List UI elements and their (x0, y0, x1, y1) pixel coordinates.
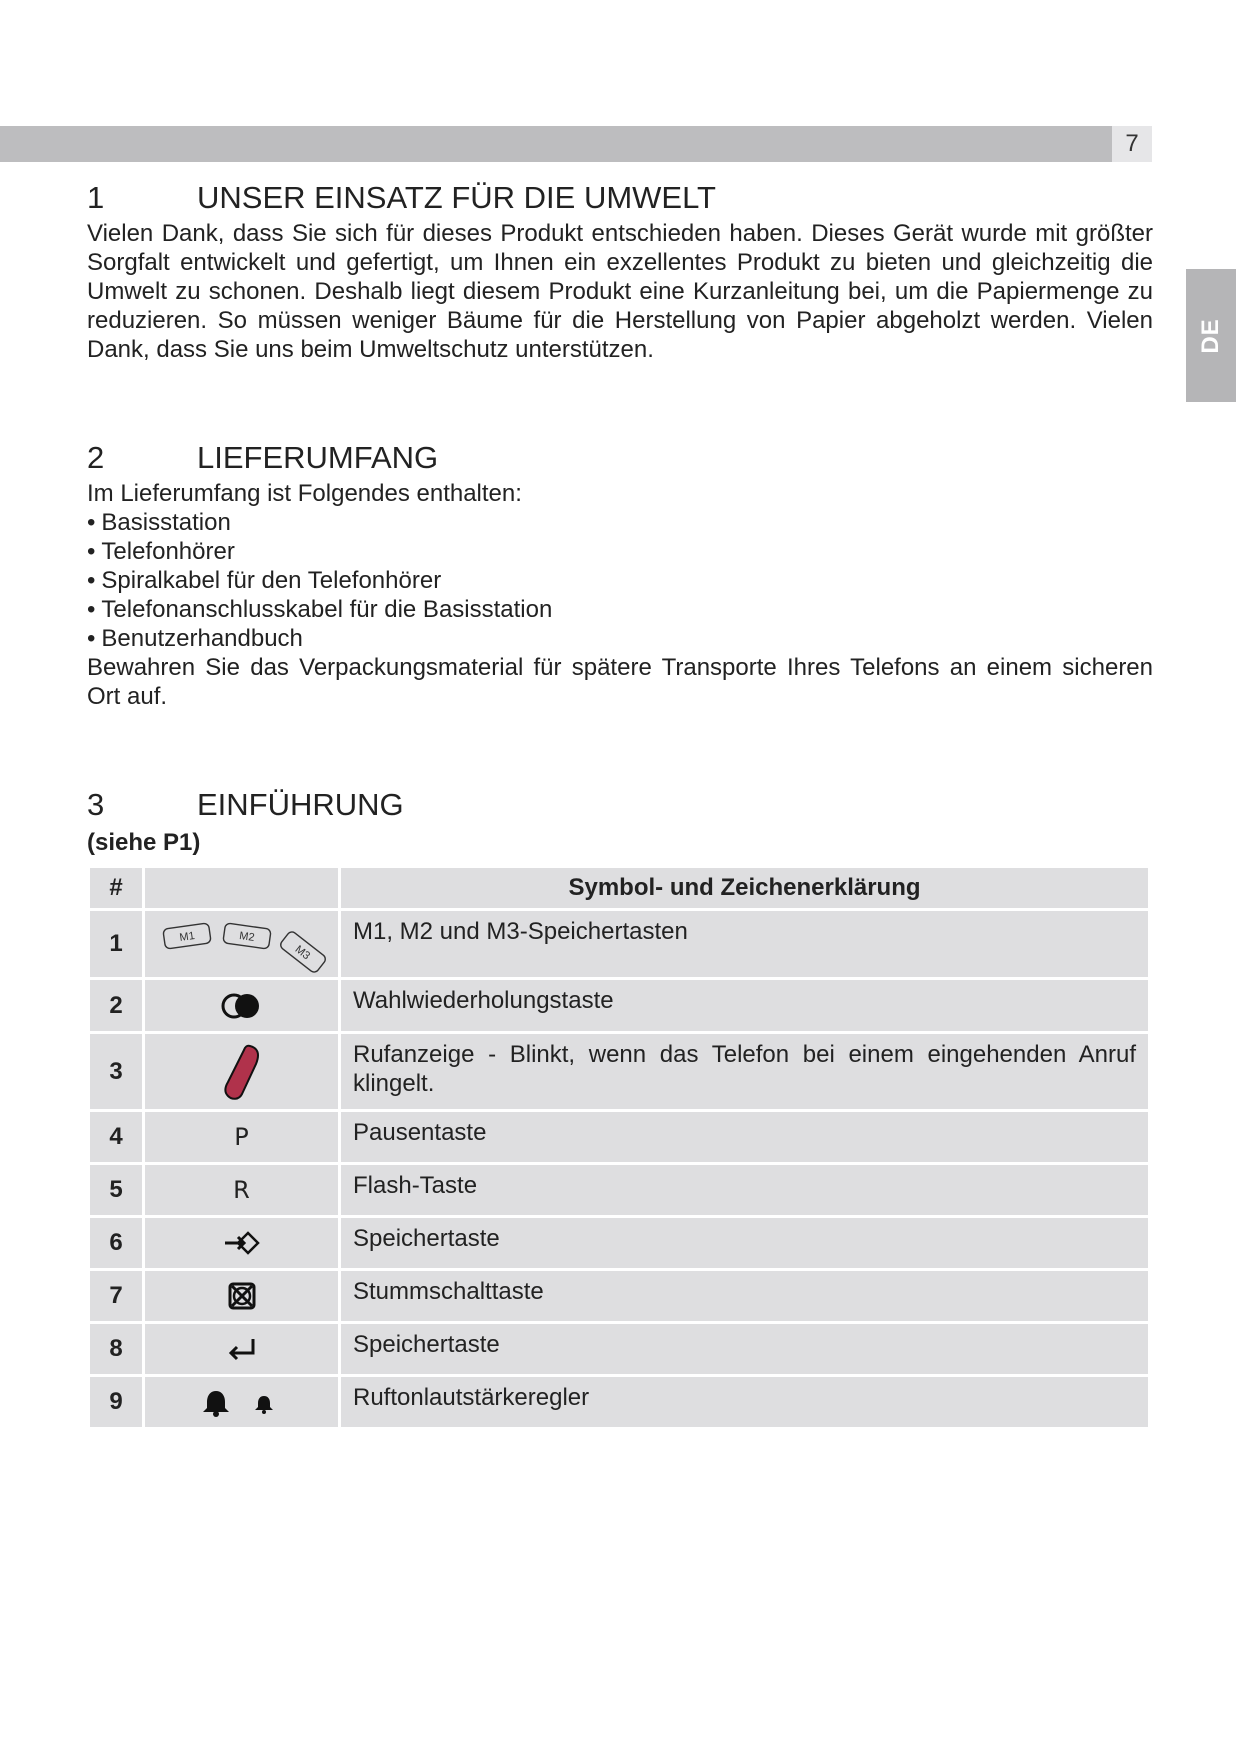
row-number: 4 (90, 1112, 142, 1162)
language-tab-label: DE (1197, 317, 1224, 354)
table-header-row (90, 868, 1148, 908)
section-number: 3 (87, 787, 105, 822)
header-bar (0, 126, 1112, 162)
table-row (90, 911, 1148, 977)
table-row (90, 1218, 1148, 1268)
memory-keys-icon (145, 911, 338, 977)
mute-icon (145, 1271, 338, 1321)
row-number: 8 (90, 1324, 142, 1374)
row-description: M1, M2 und M3-Speichertasten (341, 911, 1148, 977)
list-item: • Basisstation (87, 508, 1153, 537)
paragraph: Im Lieferumfang ist Folgendes enthalten: (87, 480, 522, 507)
row-number: 3 (90, 1034, 142, 1109)
section-body (87, 479, 1153, 711)
section-body (87, 219, 1153, 364)
row-number: 6 (90, 1218, 142, 1268)
row-number: 9 (90, 1377, 142, 1427)
row-description: Wahlwiederholungstaste (341, 980, 1148, 1031)
list-item: • Telefonanschlusskabel für die Basisstation (87, 595, 1153, 624)
table-row (90, 1324, 1148, 1374)
section-subtitle: (siehe P1) (87, 829, 201, 856)
row-description: Pausentaste (341, 1112, 1148, 1162)
table-row (90, 1377, 1148, 1427)
table-row (90, 980, 1148, 1031)
language-tab (1186, 269, 1236, 402)
section-environment (87, 179, 1153, 364)
section-number: 2 (87, 440, 105, 475)
memory-key-label: M2 (237, 929, 255, 944)
page-number: 7 (1112, 126, 1152, 162)
table-row (90, 1271, 1148, 1321)
section-title: UNSER EINSATZ FÜR DIE UMWELT (197, 180, 716, 215)
ring-indicator-icon (145, 1034, 338, 1109)
row-description: Ruftonlautstärkeregler (341, 1377, 1148, 1427)
paragraph: Bewahren Sie das Verpackungsmaterial für spätere Transporte Ihres Telefons an einem sicheren Ort auf. (87, 654, 1153, 710)
row-number: 2 (90, 980, 142, 1031)
pause-icon: P (145, 1112, 338, 1162)
symbol-table (87, 865, 1151, 1430)
table-row (90, 1034, 1148, 1109)
section-title: LIEFERUMFANG (197, 440, 439, 475)
list-item: • Benutzerhandbuch (87, 624, 1153, 653)
bell-volume-icon (145, 1377, 338, 1427)
section-package-contents (87, 439, 1153, 711)
redial-icon (145, 980, 338, 1031)
flash-icon: R (145, 1165, 338, 1215)
enter-arrow-icon (145, 1324, 338, 1374)
row-description: Speichertaste (341, 1218, 1148, 1268)
row-description: Stummschalttaste (341, 1271, 1148, 1321)
list-item: • Telefonhörer (87, 537, 1153, 566)
row-number: 5 (90, 1165, 142, 1215)
section-heading (87, 439, 1153, 477)
row-number: 1 (90, 911, 142, 977)
section-title: EINFÜHRUNG (197, 787, 404, 822)
table-header-description: Symbol- und Zeichenerklärung (341, 868, 1148, 908)
table-row (90, 1165, 1148, 1215)
store-arrow-icon (145, 1218, 338, 1268)
row-description: Flash-Taste (341, 1165, 1148, 1215)
section-heading (87, 179, 1153, 217)
contents-list (87, 508, 1153, 653)
row-description: Rufanzeige - Blinkt, wenn das Telefon bei einem eingehenden Anruf klingelt. (341, 1034, 1148, 1109)
row-description: Speichertaste (341, 1324, 1148, 1374)
paragraph: Vielen Dank, dass Sie sich für dieses Produkt entschieden haben. Dieses Gerät wurde mit größter Sorgfalt entwickelt und gefertigt, um Ihnen ein exzellentes Produkt zu bieten und gleichzeitig die Umwelt zu schonen. Deshalb liegt diesem Produkt eine Kurzanleitung bei, um die Papiermenge zu reduzieren. So müssen weniger Bäume für die Herstellung von Papier abgeholzt werden. Vielen Dank, dass Sie uns beim Umweltschutz unterstützen. (87, 220, 1153, 363)
section-number: 1 (87, 180, 105, 215)
row-number: 7 (90, 1271, 142, 1321)
table-row (90, 1112, 1148, 1162)
table-header-icon (145, 868, 338, 908)
section-heading (87, 786, 1153, 824)
list-item: • Spiralkabel für den Telefonhörer (87, 566, 1153, 595)
section-introduction (87, 786, 1153, 858)
memory-key-label: M1 (178, 929, 196, 944)
memory-key-label: M3 (292, 943, 312, 963)
table-header-number: # (90, 868, 142, 908)
